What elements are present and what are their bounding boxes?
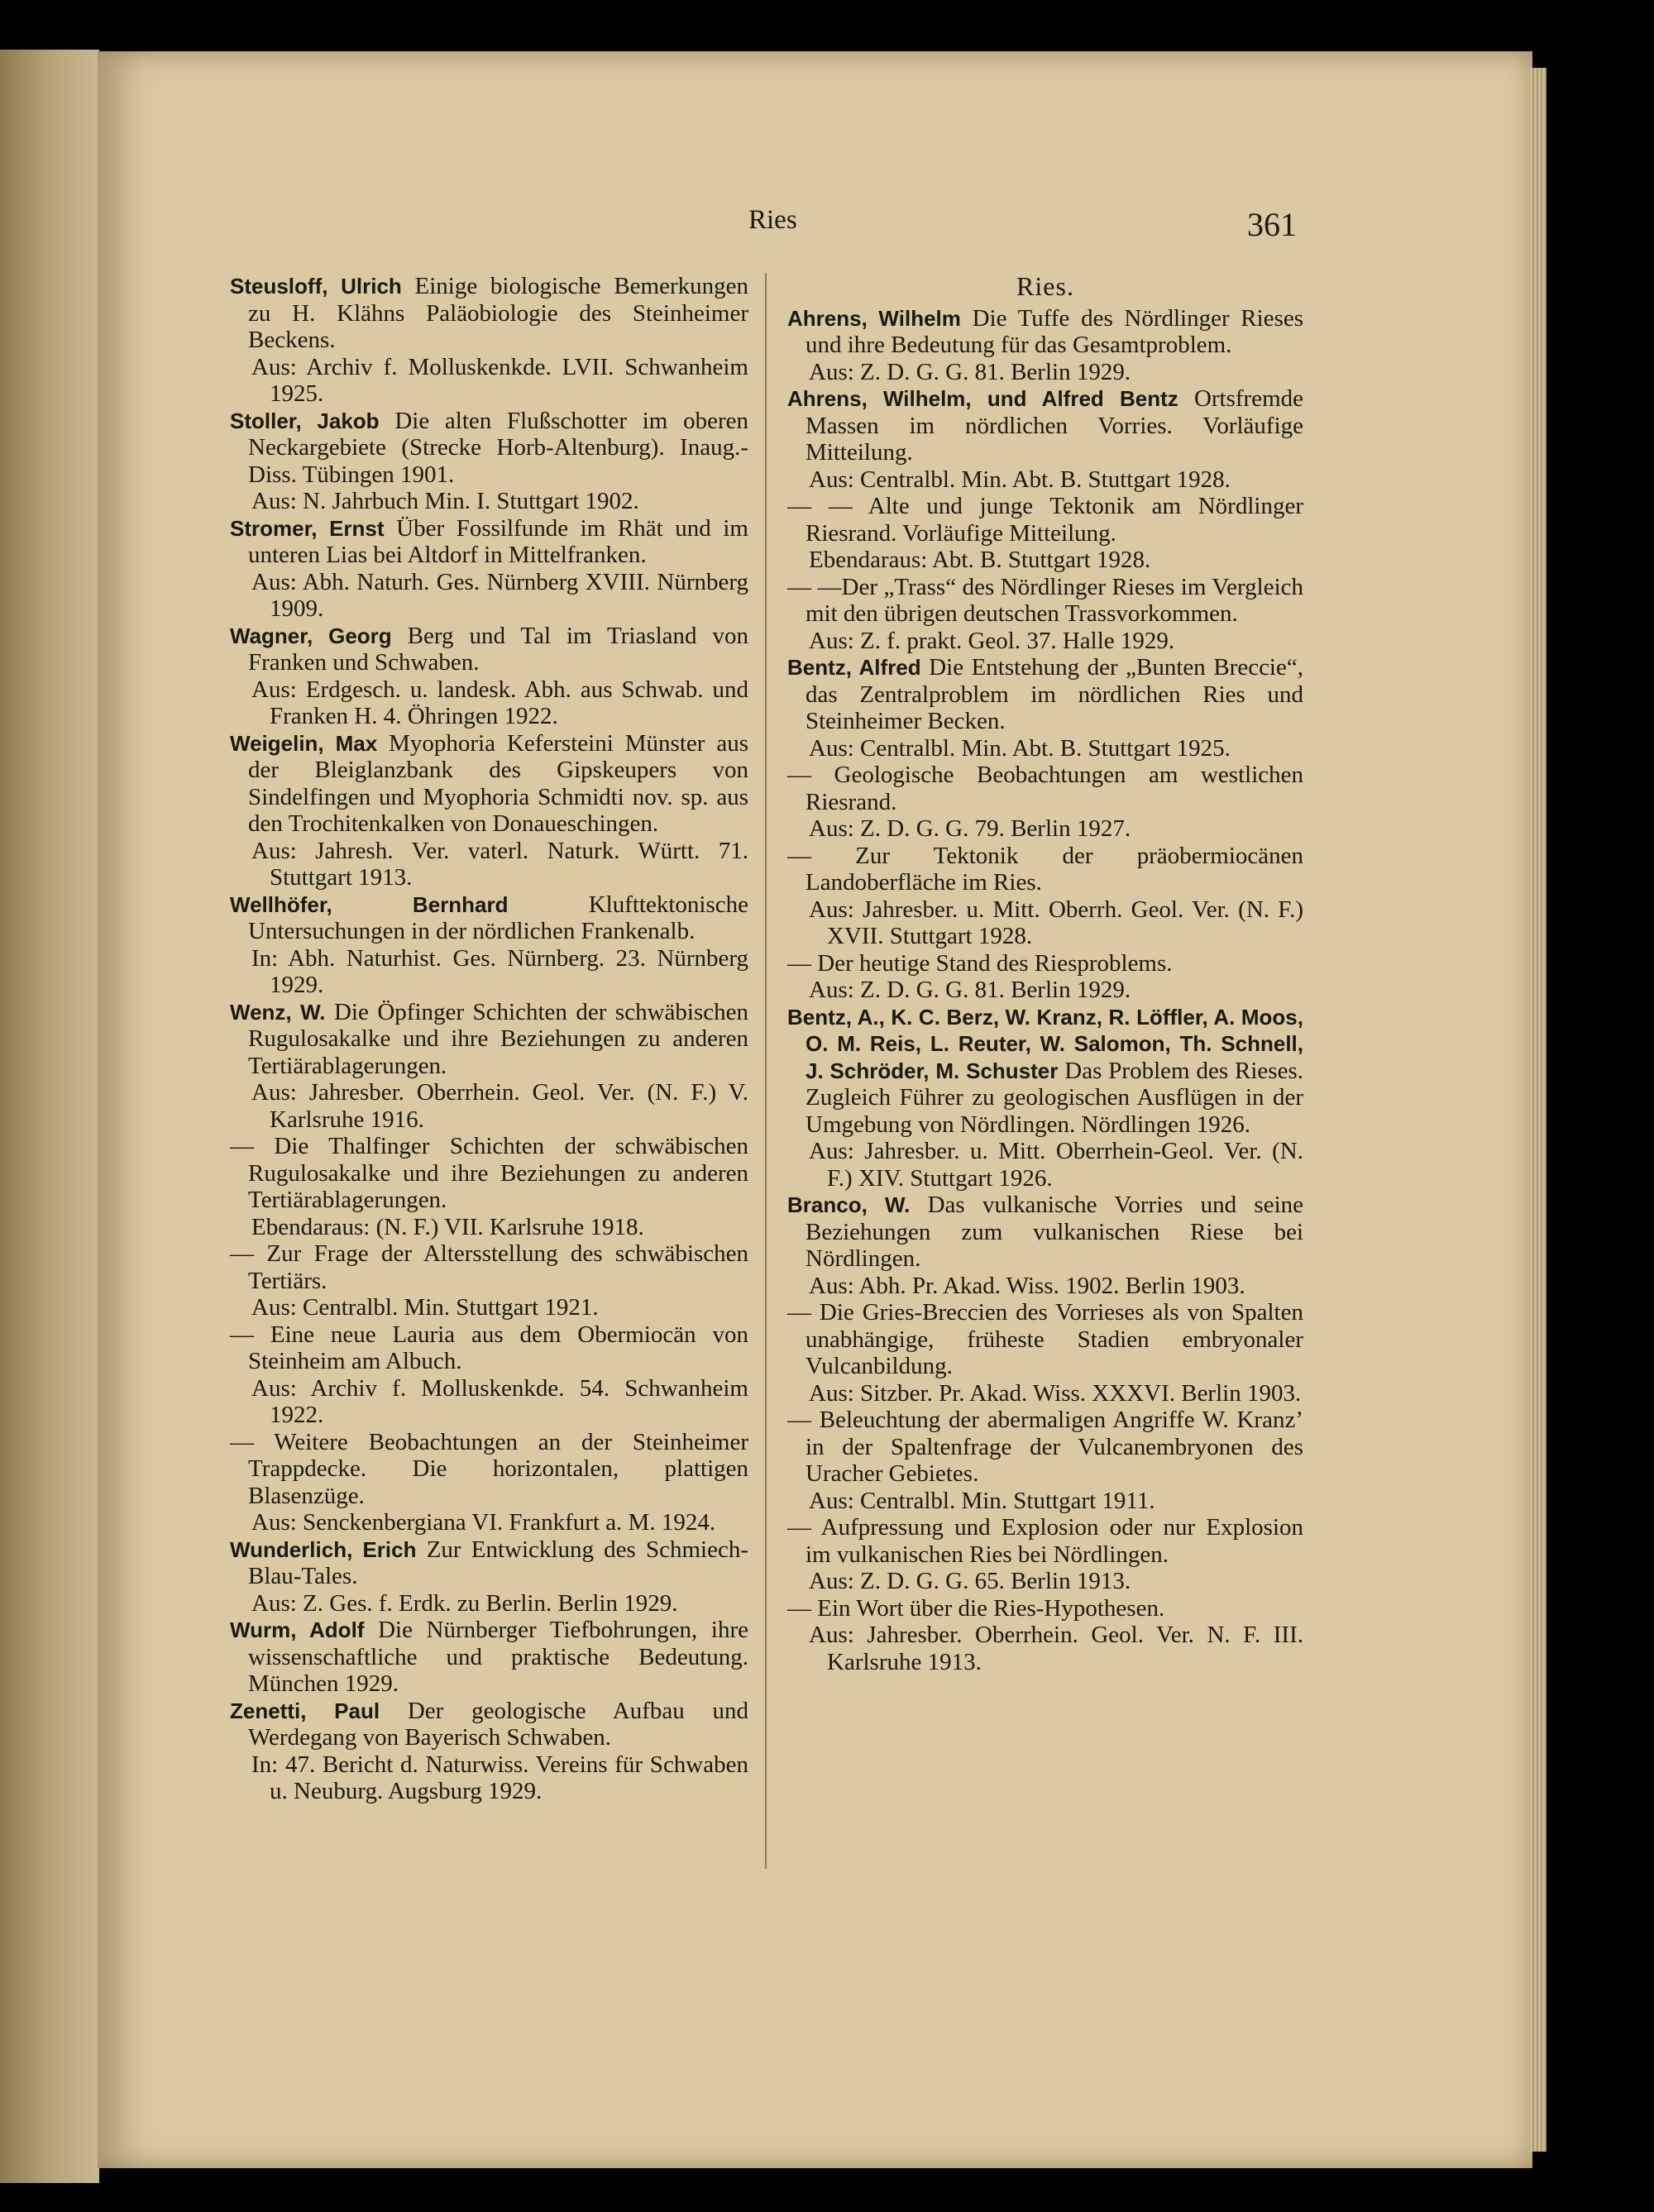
entry-reference: Aus: Centralbl. Min. Stuttgart 1921. bbox=[251, 1294, 599, 1321]
entry-title: Das vulkanische Vorries und seine Beziehungen zum vulkanischen Riese bei Nördlingen. bbox=[805, 1192, 1303, 1272]
entry-author: Wellhöfer, Bernhard bbox=[230, 891, 509, 917]
entry-title: Berg und Tal im Triasland von Franken und Schwaben. bbox=[248, 622, 748, 676]
entry-author: Wunderlich, Erich bbox=[230, 1536, 417, 1562]
entry-author: Stromer, Ernst bbox=[230, 515, 385, 541]
entry-reference: Aus: Z. f. prakt. Geol. 37. Halle 1929. bbox=[809, 627, 1175, 654]
section-title: Ries. bbox=[1016, 271, 1074, 301]
bibliography-entry bbox=[230, 891, 748, 945]
bibliography-entry bbox=[230, 1133, 748, 1214]
entry-title: — Die Thalfinger Schichten der schwäbischen Rugulosakalke und ihre Beziehungen zu anderen Tertiärablagerungen. bbox=[230, 1133, 748, 1213]
entry-title: Die Nürnberger Tiefbohrungen, ihre wissenschaftliche und praktische Bedeutung. München 1929. bbox=[248, 1617, 748, 1697]
entry-title: Einige biologische Bemerkungen zu H. Klähns Paläobiologie des Steinheimer Beckens. bbox=[248, 273, 748, 353]
entry-reference: Aus: Jahresber. u. Mitt. Oberrh. Geol. Ver. (N. F.) XVII. Stuttgart 1928. bbox=[809, 896, 1303, 949]
entry-title: — Eine neue Lauria aus dem Obermiocän von Steinheim am Albuch. bbox=[230, 1321, 748, 1374]
entry-author: Wenz, W. bbox=[230, 999, 326, 1025]
entry-author: Ahrens, Wilhelm, und Alfred Bentz bbox=[787, 386, 1178, 411]
entry-title: — Zur Tektonik der präobermiocänen Landoberfläche im Ries. bbox=[787, 842, 1303, 896]
page-stack-edge bbox=[1530, 68, 1546, 2152]
bibliography-entry bbox=[787, 574, 1303, 628]
entry-reference: Aus: Archiv f. Molluskenkde. 54. Schwanheim 1922. bbox=[251, 1374, 748, 1428]
bibliography-entry bbox=[787, 1004, 1303, 1139]
running-title: Ries bbox=[748, 205, 797, 235]
entry-title: — Beleuchtung der abermaligen Angriffe W. Kranz’ in der Spaltenfrage der Vulcanembryonen des Uracher Gebietes. bbox=[787, 1407, 1303, 1487]
entry-title: — Weitere Beobachtungen an der Steinheimer Trappdecke. Die horizontalen, plattigen Blasenzüge. bbox=[230, 1428, 748, 1509]
bibliography-entry bbox=[230, 1536, 748, 1590]
entry-author: Weigelin, Max bbox=[230, 730, 378, 756]
entry-reference: Aus: Jahresh. Ver. vaterl. Naturk. Württ. 71. Stuttgart 1913. bbox=[251, 837, 748, 891]
entry-title: Ortsfremde Massen im nördlichen Vorries. Vorläufige Mitteilung. bbox=[805, 385, 1304, 466]
entry-title: Die Entstehung der „Bunten Breccie“, das Zentralproblem im nördlichen Ries und Steinheimer Becken. bbox=[805, 654, 1303, 734]
right-column bbox=[787, 273, 1303, 1675]
entry-reference: In: 47. Bericht d. Naturwiss. Vereins für Schwaben u. Neuburg. Augsburg 1929. bbox=[251, 1751, 748, 1804]
bibliography-entry bbox=[787, 1514, 1303, 1568]
entry-title: — Zur Frage der Altersstellung des schwäbischen Tertiärs. bbox=[230, 1240, 748, 1294]
entry-title: Über Fossilfunde im Rhät und im unteren Lias bei Altdorf in Mittelfranken. bbox=[248, 514, 748, 568]
bibliography-entry bbox=[787, 1407, 1303, 1488]
bibliography-entry bbox=[787, 493, 1303, 547]
entry-title: — — Alte und junge Tektonik am Nördlinger Riesrand. Vorläufige Mitteilung. bbox=[787, 493, 1303, 547]
previous-page-edge bbox=[0, 50, 99, 2183]
entry-title: — Aufpressung und Explosion oder nur Explosion im vulkanischen Ries bei Nördlingen. bbox=[787, 1514, 1303, 1568]
bibliography-entry bbox=[787, 843, 1303, 896]
bibliography-entry bbox=[230, 515, 748, 569]
entry-author: Wurm, Adolf bbox=[230, 1617, 365, 1642]
entry-reference: Aus: Centralbl. Min. Abt. B. Stuttgart 1925. bbox=[809, 734, 1231, 762]
bibliography-entry bbox=[230, 408, 748, 489]
entry-reference: Aus: Jahresber. Oberrhein. Geol. Ver. (N. F.) V. Karlsruhe 1916. bbox=[251, 1079, 748, 1133]
page-number: 361 bbox=[1247, 206, 1297, 243]
bibliography-entry bbox=[230, 1617, 748, 1698]
entry-reference: Aus: Centralbl. Min. Stuttgart 1911. bbox=[809, 1487, 1155, 1514]
entry-author: Ahrens, Wilhelm bbox=[787, 305, 961, 331]
entry-title: — Ein Wort über die Ries-Hypothesen. bbox=[787, 1594, 1165, 1622]
entry-reference: Aus: Z. D. G. G. 81. Berlin 1929. bbox=[809, 358, 1131, 385]
entry-reference: Aus: Z. D. G. G. 81. Berlin 1929. bbox=[809, 977, 1131, 1003]
entry-title: — Geologische Beobachtungen am westlichen Riesrand. bbox=[787, 762, 1303, 815]
entry-title: Klufttektonische Untersuchungen in der nördlichen Frankenalb. bbox=[248, 891, 748, 944]
bibliography-entry bbox=[230, 623, 748, 676]
entry-title: Die alten Flußschotter im oberen Neckargebiete (Strecke Horb-Altenburg). Inaug.-Diss. Tübingen 1901. bbox=[248, 407, 749, 488]
bibliography-entry bbox=[787, 762, 1303, 815]
entry-title: Die Tuffe des Nördlinger Rieses und ihre Bedeutung für das Gesamtproblem. bbox=[805, 304, 1304, 358]
entry-title: Myophoria Kefersteini Münster aus der Bleiglanzbank des Gipskeupers von Sindelfingen und Myophoria Schmidti nov. sp. aus den Trochitenkalken von Donaueschingen. bbox=[248, 729, 749, 837]
entry-title: Die Öpfinger Schichten der schwäbischen Rugulosakalke und ihre Beziehungen zu anderen Tertiärablagerungen. bbox=[248, 998, 748, 1079]
entry-reference: Aus: Jahresber. u. Mitt. Oberrhein-Geol. Ver. (N. F.) XIV. Stuttgart 1926. bbox=[809, 1138, 1303, 1192]
entry-reference: Aus: Z. D. G. G. 79. Berlin 1927. bbox=[809, 815, 1131, 842]
left-column bbox=[230, 273, 748, 1805]
entry-title: Zur Entwicklung des Schmiech-Blau-Tales. bbox=[248, 1536, 748, 1589]
bibliography-entry bbox=[787, 1192, 1303, 1273]
entry-author: Bentz, Alfred bbox=[787, 655, 921, 680]
bibliography-entry bbox=[230, 273, 748, 354]
entry-reference: Aus: Centralbl. Min. Abt. B. Stuttgart 1928. bbox=[809, 466, 1231, 493]
entry-author: Wagner, Georg bbox=[230, 623, 392, 648]
entry-reference: Ebendaraus: Abt. B. Stuttgart 1928. bbox=[809, 547, 1151, 573]
bibliography-entry bbox=[787, 654, 1303, 735]
bibliography-entry bbox=[230, 730, 748, 838]
entry-title: Das Problem des Rieses. Zugleich Führer zu geologischen Ausflügen in der Umgebung von Nördlingen. Nördlingen 1926. bbox=[805, 1057, 1303, 1138]
column-divider bbox=[765, 273, 767, 1869]
bibliography-entry bbox=[230, 999, 748, 1080]
entry-reference: Aus: Jahresber. Oberrhein. Geol. Ver. N. F. III. Karlsruhe 1913. bbox=[809, 1622, 1303, 1675]
entry-reference: Aus: Erdgesch. u. landesk. Abh. aus Schwab. und Franken H. 4. Öhringen 1922. bbox=[251, 676, 748, 729]
entry-author: Bentz, A., K. C. Berz, W. Kranz, R. Löffler, A. Moos, O. M. Reis, L. Reuter, W. Salomon, Th. Schnell, J. Schröder, M. Schuster bbox=[787, 1004, 1303, 1083]
entry-title: Der geologische Aufbau und Werdegang von Bayerisch Schwaben. bbox=[248, 1697, 749, 1751]
bibliography-entry bbox=[787, 385, 1303, 466]
entry-title: — —Der „Trass“ des Nördlinger Rieses im Vergleich mit den übrigen deutschen Trassvorkommen. bbox=[787, 573, 1303, 627]
entry-reference: In: Abh. Naturhist. Ges. Nürnberg. 23. Nürnberg 1929. bbox=[251, 944, 748, 998]
right-column-entries bbox=[787, 305, 1303, 1676]
entry-reference: Aus: Senckenbergiana VI. Frankfurt a. M. 1924. bbox=[251, 1509, 716, 1536]
entry-author: Steusloff, Ulrich bbox=[230, 274, 402, 299]
bibliography-entry bbox=[787, 305, 1303, 359]
entry-reference: Ebendaraus: (N. F.) VII. Karlsruhe 1918. bbox=[251, 1213, 644, 1240]
entry-reference: Aus: Z. D. G. G. 65. Berlin 1913. bbox=[809, 1568, 1131, 1594]
bibliography-entry bbox=[230, 1240, 748, 1294]
entry-title: — Die Gries-Breccien des Vorrieses als von Spalten unabhängige, früheste Stadien embryonaler Vulcanbildung. bbox=[787, 1299, 1303, 1379]
entry-reference: Aus: Abh. Naturh. Ges. Nürnberg XVIII. Nürnberg 1909. bbox=[251, 568, 748, 622]
entry-author: Zenetti, Paul bbox=[230, 1698, 380, 1723]
bibliography-entry bbox=[787, 1595, 1303, 1622]
entry-reference: Aus: Archiv f. Molluskenkde. LVII. Schwanheim 1925. bbox=[251, 353, 748, 407]
entry-reference: Aus: Sitzber. Pr. Akad. Wiss. XXXVI. Berlin 1903. bbox=[809, 1379, 1302, 1407]
entry-reference: Aus: Z. Ges. f. Erdk. zu Berlin. Berlin 1929. bbox=[251, 1589, 678, 1617]
bibliography-entry bbox=[230, 1321, 748, 1375]
entry-reference: Aus: Abh. Pr. Akad. Wiss. 1902. Berlin 1903. bbox=[809, 1272, 1245, 1299]
entry-title: — Der heutige Stand des Riesproblems. bbox=[787, 949, 1173, 977]
entry-author: Branco, W. bbox=[787, 1192, 911, 1217]
entry-author: Stoller, Jakob bbox=[230, 408, 380, 433]
bibliography-entry bbox=[787, 1299, 1303, 1380]
entry-reference: Aus: N. Jahrbuch Min. I. Stuttgart 1902. bbox=[251, 488, 639, 514]
bibliography-entry bbox=[230, 1429, 748, 1510]
bibliography-entry bbox=[230, 1698, 748, 1751]
bibliography-entry bbox=[787, 950, 1303, 977]
